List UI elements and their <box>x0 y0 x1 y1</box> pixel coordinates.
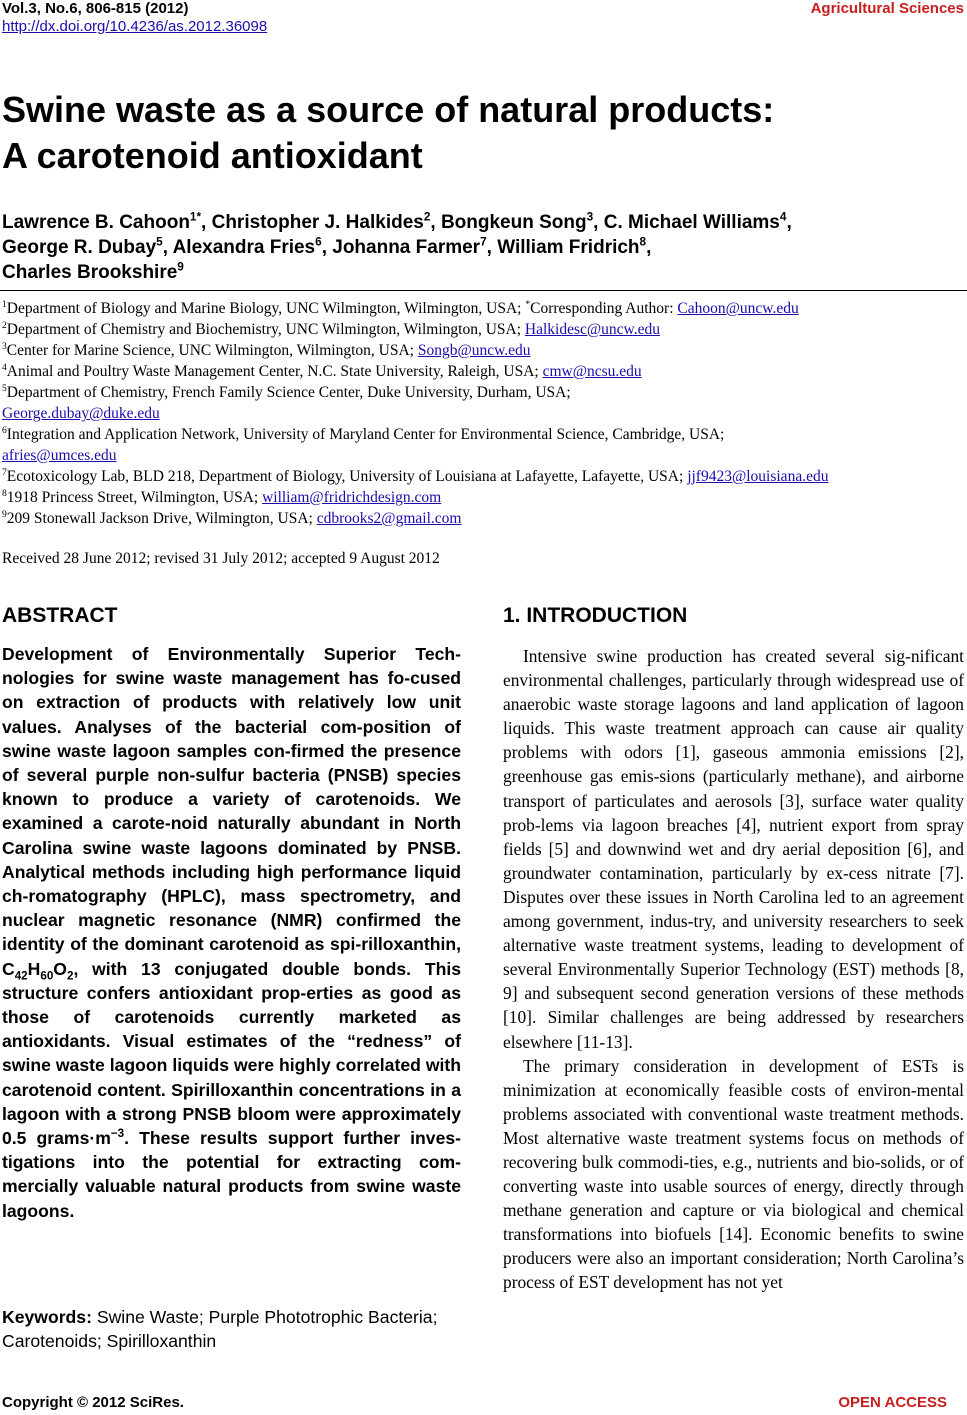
affiliation-number: 4 <box>2 361 7 373</box>
author: Charles Brookshire <box>2 262 178 283</box>
open-access-label: OPEN ACCESS <box>838 1394 947 1411</box>
affiliation-number: 8 <box>2 487 7 499</box>
author: Johanna Farmer <box>332 237 481 258</box>
title-line-1: Swine waste as a source of natural products: <box>2 89 775 130</box>
paper-title <box>2 87 774 179</box>
unit-exponent: −3 <box>110 1127 125 1141</box>
author: Alexandra Fries <box>172 237 316 258</box>
author-affiliation-mark: 3 <box>586 210 594 224</box>
email-link[interactable]: Halkidesc@uncw.edu <box>524 321 660 338</box>
affiliation-7 <box>2 466 964 487</box>
corresponding-label: Corresponding Author: <box>530 300 678 317</box>
author-affiliation-mark: 2 <box>423 210 431 224</box>
author: William Fridrich <box>497 237 640 258</box>
abstract-text: , with 13 conjugated double bonds. This structure confers antioxidant prop-erties as good as those of carotenoids currently marketed as antioxidants. Visual estimates of the “redness” of swine waste lagoon liquids were highly correlated with carotenoid content. Spirilloxanthin concentrations in a lagoon with a strong PNSB bloom were approximately 0.5 grams·m <box>2 958 461 1149</box>
affiliation-number: 6 <box>2 424 7 436</box>
corresponding-mark: * <box>525 298 531 310</box>
volume-info: Vol.3, No.6, 806-815 (2012) <box>2 0 189 17</box>
affiliation-9 <box>2 508 964 529</box>
affiliation-8 <box>2 487 964 508</box>
formula-o: O <box>53 958 67 979</box>
author-separator: , <box>786 212 792 233</box>
affiliation-3 <box>2 340 964 361</box>
author: George R. Dubay <box>2 237 157 258</box>
affiliation-text: Department of Biology and Marine Biology, UNC Wilmington, Wilmington, USA; <box>6 300 526 317</box>
journal-name: Agricultural Sciences <box>810 0 964 17</box>
affiliation-text: Ecotoxicology Lab, BLD 218, Department of Biology, University of Louisiana at Lafayette, Lafayette, USA; <box>6 468 688 485</box>
affiliation-number: 5 <box>2 382 7 394</box>
author-affiliation-mark: 6 <box>315 235 322 249</box>
introduction-heading: 1. INTRODUCTION <box>503 604 688 627</box>
affiliation-2 <box>2 319 964 340</box>
affiliation-6-email <box>2 445 964 466</box>
email-link[interactable]: cmw@ncsu.edu <box>542 363 642 380</box>
copyright: Copyright © 2012 SciRes. <box>2 1394 184 1411</box>
author: Lawrence B. Cahoon <box>2 212 190 233</box>
author-list <box>2 210 962 285</box>
formula-h: H <box>27 958 41 979</box>
author-separator: , <box>201 212 212 233</box>
author-separator: , <box>486 237 498 258</box>
author-separator: , <box>321 237 333 258</box>
email-link[interactable]: Songb@uncw.edu <box>417 342 531 359</box>
affiliation-number: 1 <box>2 298 7 310</box>
author-separator: , <box>162 237 173 258</box>
email-link[interactable]: Cahoon@uncw.edu <box>677 300 799 317</box>
author-affiliation-mark: 7 <box>480 235 487 249</box>
affiliation-text: Center for Marine Science, UNC Wilmington, Wilmington, USA; <box>6 342 418 359</box>
formula-sub: 60 <box>40 969 54 983</box>
author-affiliation-mark: 1* <box>189 210 202 224</box>
author-separator: , <box>430 212 441 233</box>
author-affiliation-mark: 8 <box>639 235 647 249</box>
title-line-2: A carotenoid antioxidant <box>2 135 423 176</box>
affiliation-number: 3 <box>2 340 7 352</box>
doi-link[interactable]: http://dx.doi.org/10.4236/as.2012.36098 <box>2 18 268 35</box>
affiliation-1 <box>2 298 964 319</box>
affiliation-text: Integration and Application Network, University of Maryland Center for Environmental Science, Cambridge, USA; <box>6 426 725 443</box>
author: Christopher J. Halkides <box>211 212 424 233</box>
email-link[interactable]: George.dubay@duke.edu <box>2 405 160 422</box>
author-affiliation-mark: 9 <box>177 260 184 274</box>
affiliation-5 <box>2 382 964 403</box>
abstract-body <box>2 642 461 1223</box>
header-divider <box>0 290 967 291</box>
author: Bongkeun Song <box>440 212 587 233</box>
formula-sub: 42 <box>14 969 28 983</box>
formula-c: C <box>2 958 15 979</box>
received-dates: Received 28 June 2012; revised 31 July 2012; accepted 9 August 2012 <box>2 550 440 567</box>
author-affiliation-mark: 5 <box>156 235 163 249</box>
affiliation-number: 2 <box>2 319 7 331</box>
email-link[interactable]: william@fridrichdesign.com <box>262 489 442 506</box>
author-affiliation-mark: 4 <box>779 210 787 224</box>
intro-paragraph-2: The primary consideration in development of ESTs is minimization at economically feasible costs of environ-mental problems associated with conventional waste treatment methods. Most alternative waste treatment systems focus on methods of recovering bulk commodi-ties, e.g., nutrients and bio-solids, or of converting waste into usable sources of energy, directly through methane generation and capture or via biological and chemical transformations into biofuels [14]. Economic benefits to swine producers were also an important consideration; North Carolina’s process of EST development has not yet <box>503 1055 964 1293</box>
affiliation-number: 7 <box>2 466 7 478</box>
affiliation-text: 1918 Princess Street, Wilmington, USA; <box>6 489 263 506</box>
abstract-heading: ABSTRACT <box>2 604 118 627</box>
keywords-text: Swine Waste; Purple Phototrophic Bacteria; Carotenoids; Spirilloxanthin <box>2 1307 438 1351</box>
keywords-label: Keywords: <box>2 1307 92 1327</box>
abstract-text: . These results support further inves-tigations into the potential for extracting com-mercially valuable natural products from swine waste lagoons. <box>2 1128 462 1221</box>
intro-paragraph-1: Intensive swine production has created several sig-nificant environmental challenges, particularly through widespread use of anaerobic waste storage lagoons and land application of lagoon liquids. This waste treatment approach can cause air quality problems with odors [1], gaseous ammonia emissions [2], greenhouse gas emis-sions (particularly methane), and airborne transport of particulates and aerosols [3], surface water quality prob-lems via lagoon breaches [4], nutrient export from spray fields [5] and downwind wet and dry aerial deposition [6], and groundwater contamination, particularly by ex-cess nitrate [7]. Disputes over these issues in North Carolina led to an agreement among government, indus-try, and university researchers to seek alternative waste treatment systems, leading to development of several Environmentally Superior Technology (EST) methods [8, 9] and subsequent second generation versions of these methods [10]. Similar challenges are being addressed by researchers elsewhere [11-13]. <box>503 646 964 1052</box>
introduction-body <box>503 644 964 1295</box>
affiliation-text: Animal and Poultry Waste Management Center, N.C. State University, Raleigh, USA; <box>6 363 543 380</box>
affiliation-text: 209 Stonewall Jackson Drive, Wilmington, USA; <box>6 510 317 527</box>
email-link[interactable]: afries@umces.edu <box>2 447 117 464</box>
author: C. Michael Williams <box>603 212 780 233</box>
affiliation-list <box>2 298 964 529</box>
abstract-text: Development of Environmentally Superior Tech-nologies for swine waste management has fo-cused on extraction of products with relatively low unit values. Analyses of the bacterial com-position of swine waste lagoon samples con-firmed the presence of several purple non-sulfur bacteria (PNSB) species known to produce a variety of carotenoids. We examined a carote-noid naturally abundant in North Carolina swine waste lagoons dominated by PNSB. Analytical methods including high performance liquid ch-romatography (HPLC), mass spectrometry, and nuclear magnetic resonance (NMR) confirmed the identity of the dominant carotenoid as spi-rilloxanthin, <box>2 644 461 955</box>
affiliation-text: Department of Chemistry, French Family Science Center, Duke University, Durham, USA; <box>6 384 571 401</box>
affiliation-6 <box>2 424 964 445</box>
email-link[interactable]: jjf9423@louisiana.edu <box>687 468 829 485</box>
affiliation-number: 9 <box>2 508 7 520</box>
affiliation-4 <box>2 361 964 382</box>
email-link[interactable]: cdbrooks2@gmail.com <box>316 510 462 527</box>
keywords <box>2 1305 461 1353</box>
formula-sub: 2 <box>66 969 74 983</box>
author-separator: , <box>593 212 604 233</box>
affiliation-5-email <box>2 403 964 424</box>
affiliation-text: Department of Chemistry and Biochemistry, UNC Wilmington, Wilmington, USA; <box>6 321 525 338</box>
author-separator: , <box>646 237 652 258</box>
